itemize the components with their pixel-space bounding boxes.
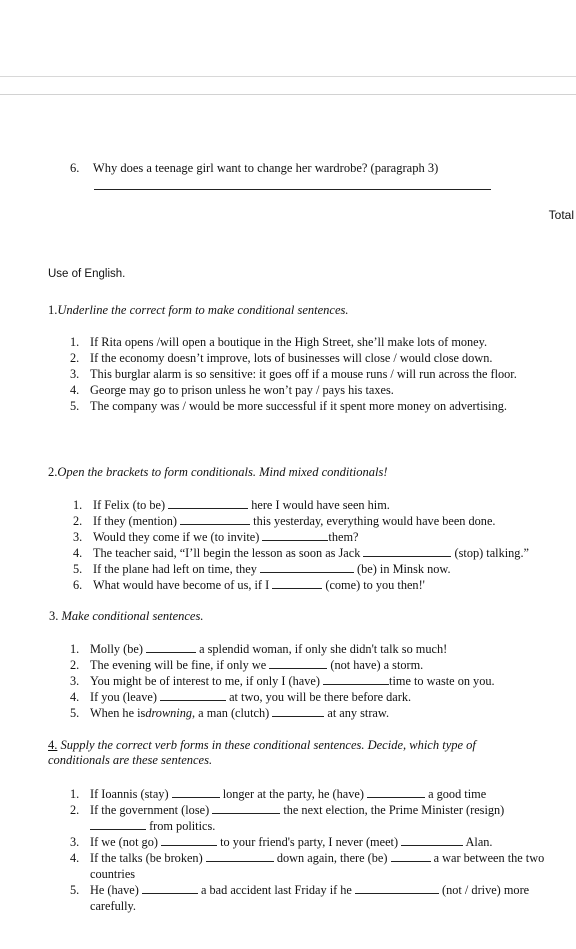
exercise-1-number: 1. <box>48 303 58 317</box>
item-number: 5. <box>70 399 80 413</box>
list-item <box>70 350 517 366</box>
list-item <box>73 577 529 593</box>
item-text: He (have) <box>90 883 142 897</box>
item-text: longer at the party, he (have) <box>219 787 368 801</box>
answer-blank[interactable] <box>391 850 431 862</box>
item-text: If we (not go) <box>90 835 162 849</box>
answer-blank[interactable] <box>401 834 463 846</box>
item-number: 3. <box>70 367 80 381</box>
item-number: 2. <box>70 351 80 365</box>
item-text: You might be of interest to me, if only I (have) <box>90 674 324 688</box>
item-text: The company was / would be more successful if it spent more money on advertising. <box>90 399 507 413</box>
item-text: down again, there (be) <box>273 851 391 865</box>
exercise-4-heading <box>48 738 476 768</box>
exercise-4-title-line-2: conditionals are these sentences. <box>48 753 213 767</box>
answer-blank[interactable] <box>262 529 328 541</box>
answer-blank[interactable] <box>90 818 146 830</box>
item-text: When he is <box>90 706 146 720</box>
list-item <box>70 850 576 882</box>
list-item <box>70 834 576 850</box>
section-label: Use of English. <box>48 268 126 280</box>
answer-blank[interactable] <box>180 513 250 525</box>
list-item <box>70 641 495 657</box>
exercise-1-title: Underline the correct form to make conditional sentences. <box>57 303 349 317</box>
item-number: 6. <box>73 578 83 592</box>
item-text: The teacher said, “I’ll begin the lesson as soon as Jack <box>93 546 364 560</box>
list-item <box>70 334 517 350</box>
exercise-2-number: 2. <box>48 465 58 479</box>
item-text: (stop) talking.” <box>451 546 529 560</box>
item-text: If they (mention) <box>93 514 181 528</box>
exercise-4-number: 4. <box>48 738 58 752</box>
question-6-text: Why does a teenage girl want to change her wardrobe? (paragraph 3) <box>92 161 439 175</box>
item-text: This burglar alarm is so sensitive: it goes off if a mouse runs / will run across the floor. <box>90 367 517 381</box>
item-text: at any straw. <box>324 706 390 720</box>
list-item <box>73 545 529 561</box>
list-item <box>70 882 576 914</box>
exercise-3-list <box>70 641 495 721</box>
list-item <box>70 382 517 398</box>
exercise-2-heading <box>48 465 388 480</box>
answer-blank[interactable] <box>363 545 451 557</box>
list-item <box>73 513 529 529</box>
item-text: George may go to prison unless he won’t pay / pays his taxes. <box>90 383 394 397</box>
item-text: What would have become of us, if I <box>93 578 273 592</box>
item-text: Molly (be) <box>90 642 147 656</box>
item-text-italic: drowning <box>145 706 193 720</box>
item-text: (be) in Minsk now. <box>353 562 451 576</box>
item-text: a bad accident last Friday if he <box>197 883 355 897</box>
item-text: If you (leave) <box>90 690 160 704</box>
list-item <box>70 398 517 414</box>
item-text: If the plane had left on time, they <box>93 562 260 576</box>
list-item <box>70 657 495 673</box>
item-number: 1. <box>70 787 80 801</box>
exercise-2-list <box>73 497 529 593</box>
item-text: a war between the two countries <box>90 851 545 881</box>
list-item <box>70 366 517 382</box>
item-text: a good time <box>425 787 487 801</box>
item-number: 3. <box>73 530 83 544</box>
item-text: to your friend's party, I never (meet) <box>217 835 402 849</box>
answer-blank[interactable] <box>260 561 354 573</box>
exercise-4-list <box>70 786 576 914</box>
exercise-3-heading <box>49 609 203 624</box>
answer-blank[interactable] <box>142 882 198 894</box>
item-text: Would they come if we (to invite) <box>93 530 263 544</box>
exercise-1-list <box>70 334 517 414</box>
total-label: Total <box>548 208 574 222</box>
item-number: 2. <box>73 514 83 528</box>
item-number: 4. <box>70 383 80 397</box>
question-6 <box>70 161 438 176</box>
item-text: The evening will be fine, if only we <box>90 658 270 672</box>
item-number: 5. <box>73 562 83 576</box>
item-number: 4. <box>70 690 80 704</box>
answer-line <box>94 189 491 190</box>
answer-blank[interactable] <box>272 705 324 717</box>
item-text: , a man (clutch) <box>192 706 273 720</box>
item-text: the next election, the Prime Minister (resign) <box>280 803 505 817</box>
item-number: 5. <box>70 883 80 897</box>
answer-blank[interactable] <box>212 802 280 814</box>
item-text: them? <box>328 530 359 544</box>
list-item <box>70 705 495 721</box>
item-text: a splendid woman, if only she didn't talk so much! <box>196 642 448 656</box>
item-text: here I would have seen him. <box>248 498 390 512</box>
item-text: (not / drive) more carefully. <box>90 883 530 913</box>
question-6-number: 6. <box>70 161 80 175</box>
list-item <box>70 689 495 705</box>
exercise-3-number: 3. <box>49 609 59 623</box>
item-text: If the economy doesn’t improve, lots of businesses will close / would close down. <box>90 351 493 365</box>
item-number: 1. <box>70 642 80 656</box>
item-number: 2. <box>70 658 80 672</box>
answer-blank[interactable] <box>161 834 217 846</box>
item-number: 3. <box>70 674 80 688</box>
item-text: If Ioannis (stay) <box>90 787 172 801</box>
answer-blank[interactable] <box>323 673 389 685</box>
exercise-2-title: Open the brackets to form conditionals. Mind mixed conditionals! <box>57 465 388 479</box>
list-item <box>70 786 576 802</box>
top-band <box>0 0 576 77</box>
answer-blank[interactable] <box>272 577 322 589</box>
item-text: If the talks (be broken) <box>90 851 206 865</box>
answer-blank[interactable] <box>206 850 274 862</box>
item-text: (come) to you then!' <box>322 578 425 592</box>
list-item <box>73 497 529 513</box>
item-text: from politics. <box>146 819 216 833</box>
item-text: Alan. <box>463 835 493 849</box>
answer-blank[interactable] <box>269 657 327 669</box>
exercise-1-heading <box>48 303 349 318</box>
item-text: time to waste on you. <box>389 674 495 688</box>
answer-blank[interactable] <box>355 882 439 894</box>
answer-blank[interactable] <box>146 641 196 653</box>
list-item <box>70 802 576 834</box>
item-number: 1. <box>70 335 80 349</box>
item-number: 5. <box>70 706 80 720</box>
item-text: If Rita opens /will open a boutique in the High Street, she’ll make lots of money. <box>90 335 488 349</box>
item-text: (not have) a storm. <box>327 658 424 672</box>
exercise-3-title: Make conditional sentences. <box>61 609 204 623</box>
item-number: 1. <box>73 498 83 512</box>
exercise-4-title-line-1: Supply the correct verb forms in these conditional sentences. Decide, which type of <box>60 738 476 752</box>
item-number: 4. <box>70 851 80 865</box>
item-number: 3. <box>70 835 80 849</box>
list-item <box>73 561 529 577</box>
item-text: at two, you will be there before dark. <box>226 690 412 704</box>
item-text: If Felix (to be) <box>93 498 169 512</box>
item-number: 4. <box>73 546 83 560</box>
item-text: this yesterday, everything would have been done. <box>250 514 496 528</box>
answer-blank[interactable] <box>367 786 425 798</box>
list-item <box>73 529 529 545</box>
list-item <box>70 673 495 689</box>
item-text: If the government (lose) <box>90 803 213 817</box>
answer-blank[interactable] <box>160 689 226 701</box>
item-number: 2. <box>70 803 80 817</box>
answer-blank[interactable] <box>168 497 248 509</box>
answer-blank[interactable] <box>172 786 220 798</box>
